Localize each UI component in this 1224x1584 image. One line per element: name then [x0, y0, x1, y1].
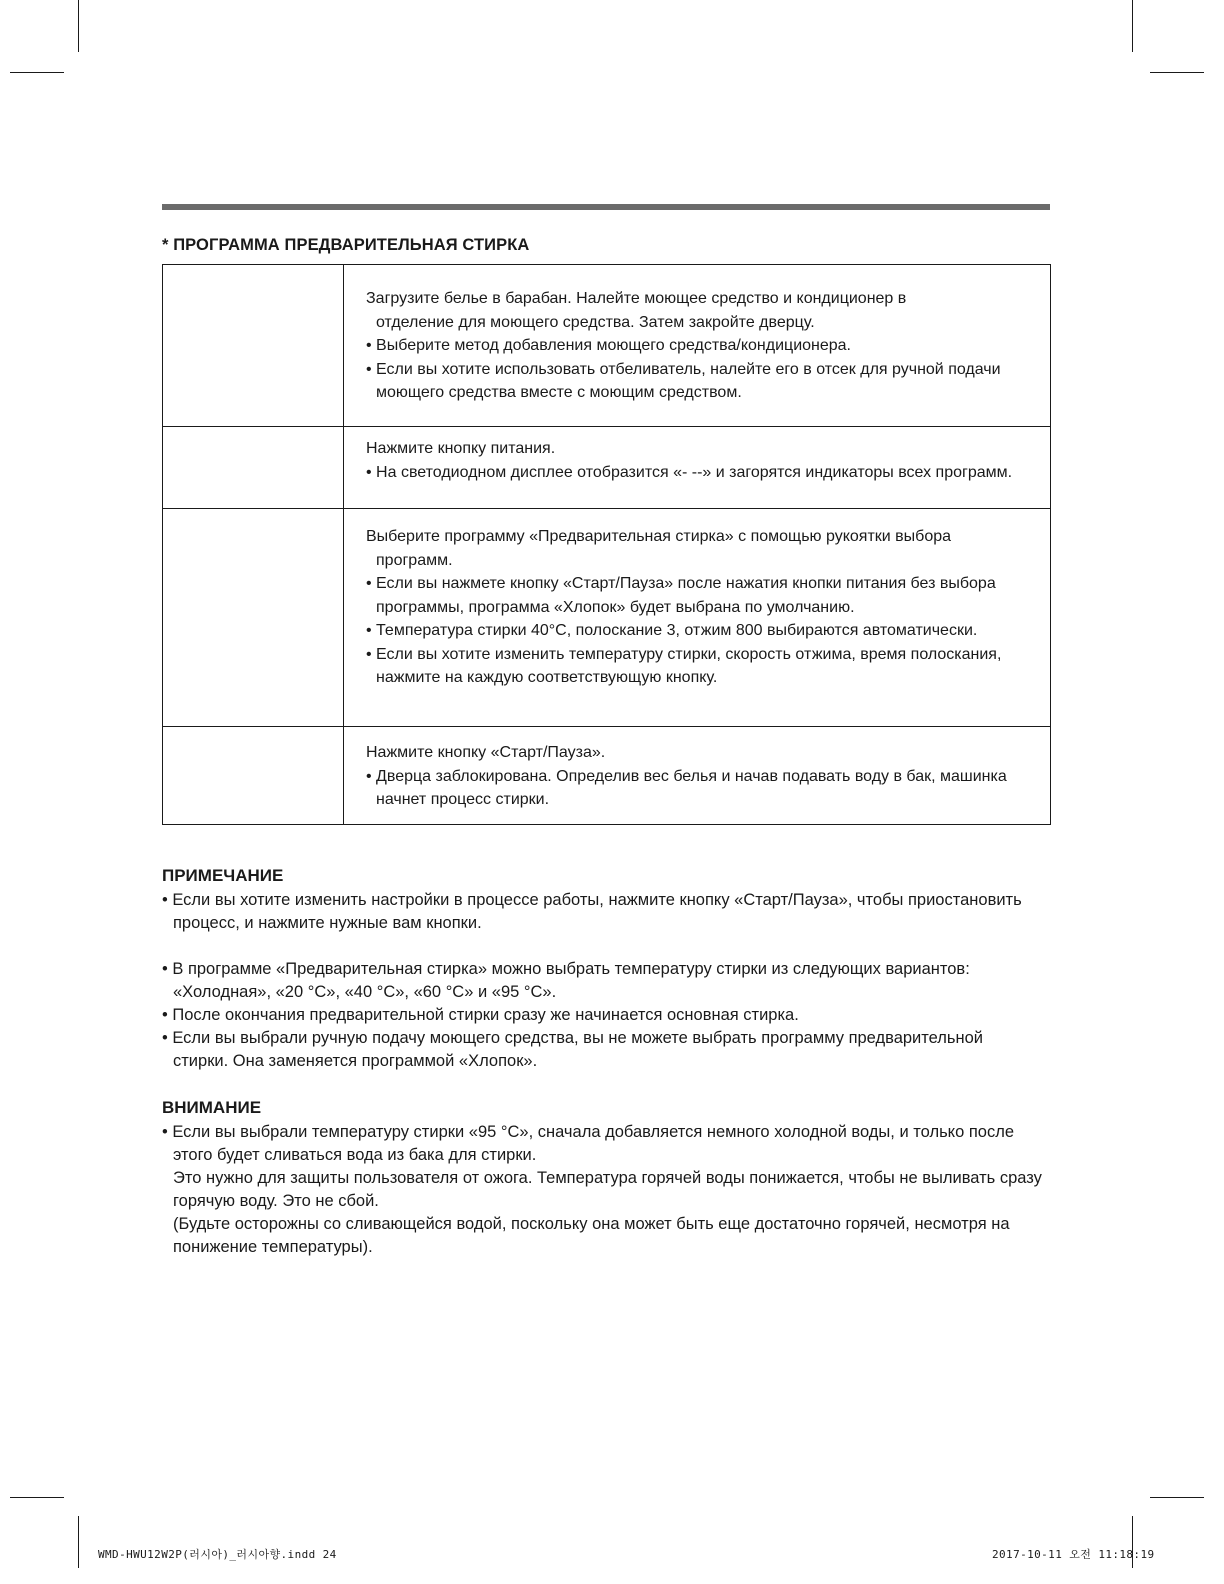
step-text-cell — [344, 427, 1051, 509]
crop-mark — [10, 72, 64, 73]
note-item: • После окончания предварительной стирки сразу же начинается основная стирка. — [162, 1006, 799, 1024]
crop-mark — [78, 1516, 79, 1568]
footer-file-info: WMD-HWU12W2P(러시아)_러시아향.indd 24 — [98, 1548, 337, 1561]
step-image-cell — [163, 265, 344, 427]
step-bullet: • Температура стирки 40°C, полоскание 3, отжим 800 выбираются автоматически. — [366, 622, 978, 639]
step-bullet: • Если вы хотите изменить температуру стирки, скорость отжима, время полоскания, нажмите на каждую соответствующую кнопку. — [366, 645, 1002, 686]
table-row — [163, 427, 1051, 509]
step-text-cell — [344, 727, 1051, 825]
table-row — [163, 727, 1051, 825]
note-list — [162, 889, 1042, 1073]
table-row — [163, 509, 1051, 727]
note-heading: ПРИМЕЧАНИЕ — [162, 866, 284, 885]
step-bullet: • Если вы нажмете кнопку «Старт/Пауза» после нажатия кнопки питания без выбора программы, программа «Хлопок» будет выбрана по умолчанию. — [366, 575, 996, 616]
crop-mark — [78, 0, 79, 52]
step-main-cont: отделение для моющего средства. Затем закройте дверцу. — [376, 313, 815, 331]
step-text-cell — [344, 265, 1051, 427]
steps-table — [162, 264, 1051, 825]
crop-mark — [1150, 72, 1204, 73]
note-item: • Если вы хотите изменить настройки в процессе работы, нажмите кнопку «Старт/Пауза», чтобы приостановить процесс, и нажмите нужные вам кнопки. — [162, 891, 1022, 932]
step-bullet: • Выберите метод добавления моющего средства/кондиционера. — [366, 337, 851, 354]
step-image-cell — [163, 727, 344, 825]
crop-mark — [1132, 0, 1133, 52]
crop-mark — [10, 1497, 64, 1498]
step-bullet: • Дверца заблокирована. Определив вес белья и начав подавать воду в бак, машинка начнет процесс стирки. — [366, 767, 1007, 808]
step-bullet: • Если вы хотите использовать отбеливатель, налейте его в отсек для ручной подачи моющего средства вместе с моющим средством. — [366, 360, 1001, 401]
caution-list — [162, 1121, 1042, 1259]
crop-mark — [1150, 1497, 1204, 1498]
step-main-cont: программ. — [376, 551, 453, 569]
footer-timestamp: 2017-10-11 오전 11:18:19 — [992, 1548, 1155, 1561]
note-item: • В программе «Предварительная стирка» можно выбрать температуру стирки из следующих вариантов: «Холодная», «20 °C», «40 °C», «60 °C» и «95 °C». — [162, 960, 970, 1001]
step-main-text: Нажмите кнопку «Старт/Пауза». — [366, 744, 606, 761]
step-bullet: • На светодиодном дисплее отобразится «- --» и загорятся индикаторы всех программ. — [366, 463, 1013, 481]
header-rule — [162, 204, 1050, 210]
caution-paragraph: (Будьте осторожны со сливающейся водой, поскольку она может быть еще достаточно горячей, несмотря на понижение температуры). — [173, 1215, 1010, 1256]
caution-heading: ВНИМАНИЕ — [162, 1098, 262, 1117]
step-main-text: Выберите программу «Предварительная стирка» с помощью рукоятки выбора — [366, 528, 952, 545]
note-item: • Если вы выбрали ручную подачу моющего средства, вы не можете выбрать программу предварительной стирки. Она заменяется программой «Хлопок». — [162, 1029, 984, 1070]
step-text-cell — [344, 509, 1051, 727]
section-title: * ПРОГРАММА ПРЕДВАРИТЕЛЬНАЯ СТИРКА — [162, 236, 530, 254]
caution-item: • Если вы выбрали температуру стирки «95 °C», сначала добавляется немного холодной воды, и только после этого будет сливаться вода из бака для стирки. — [162, 1123, 1015, 1164]
step-image-cell — [163, 509, 344, 727]
caution-paragraph: Это нужно для защиты пользователя от ожога. Температура горячей воды понижается, чтобы не выливать сразу горячую воду. Это не сбой. — [173, 1169, 1042, 1210]
table-row — [163, 265, 1051, 427]
step-main-text: Загрузите белье в барабан. Налейте моющее средство и кондиционер в — [366, 290, 907, 307]
step-image-cell — [163, 427, 344, 509]
step-main-text: Нажмите кнопку питания. — [366, 440, 556, 457]
